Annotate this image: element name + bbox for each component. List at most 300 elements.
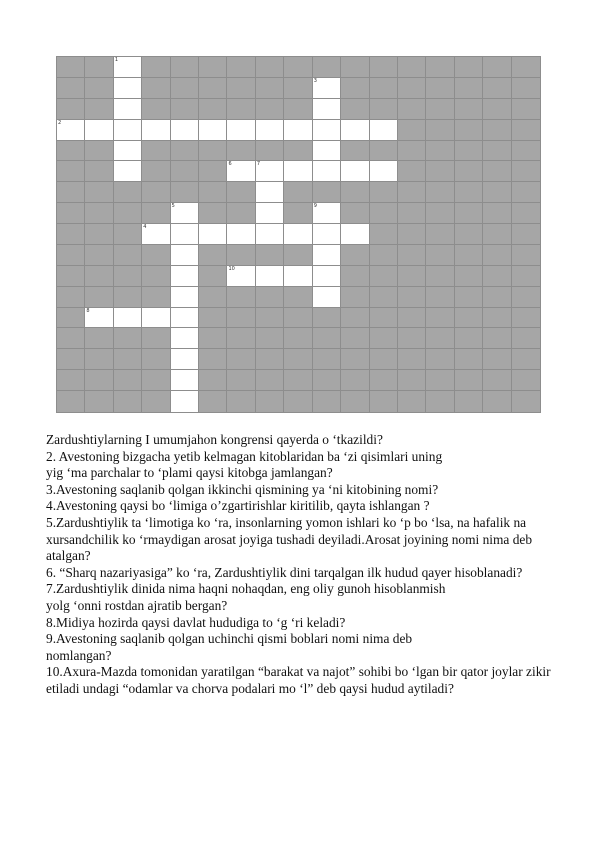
blocked-cell [199,182,227,203]
answer-cell[interactable] [341,161,369,182]
blocked-cell [398,308,426,329]
blocked-cell [284,245,312,266]
answer-cell[interactable] [199,120,227,141]
answer-cell[interactable] [256,266,284,287]
answer-cell[interactable] [284,224,312,245]
blocked-cell [512,78,540,99]
blocked-cell [483,141,511,162]
blocked-cell [512,57,540,78]
blocked-cell [455,287,483,308]
blocked-cell [256,328,284,349]
blocked-cell [455,266,483,287]
blocked-cell [57,349,85,370]
blocked-cell [370,224,398,245]
blocked-cell [370,57,398,78]
blocked-cell [370,266,398,287]
blocked-cell [256,245,284,266]
blocked-cell [85,99,113,120]
blocked-cell [57,308,85,329]
questions-list [46,432,566,698]
blocked-cell [341,349,369,370]
answer-cell[interactable] [114,78,142,99]
blocked-cell [227,391,255,412]
blocked-cell [57,391,85,412]
blocked-cell [512,245,540,266]
blocked-cell [256,391,284,412]
blocked-cell [256,287,284,308]
blocked-cell [199,370,227,391]
blocked-cell [483,78,511,99]
blocked-cell [341,78,369,99]
answer-cell[interactable] [114,308,142,329]
blocked-cell [455,161,483,182]
blocked-cell [199,266,227,287]
blocked-cell [171,141,199,162]
blocked-cell [341,245,369,266]
answer-cell[interactable] [57,120,85,141]
blocked-cell [426,349,454,370]
answer-cell[interactable] [171,203,199,224]
answer-cell[interactable] [227,224,255,245]
blocked-cell [483,349,511,370]
blocked-cell [426,224,454,245]
blocked-cell [455,349,483,370]
answer-cell[interactable] [370,120,398,141]
clue-number: 7 [256,161,261,168]
question-4: 4.Avestoning qaysi bo ‘limiga o’zgartirishlar kiritilib, qayta ishlangan ? [46,498,430,514]
blocked-cell [284,391,312,412]
answer-cell[interactable] [171,245,199,266]
blocked-cell [114,287,142,308]
answer-cell[interactable] [171,370,199,391]
answer-cell[interactable] [114,99,142,120]
answer-cell[interactable] [313,141,341,162]
blocked-cell [455,141,483,162]
blocked-cell [57,266,85,287]
blocked-cell [426,391,454,412]
blocked-cell [142,370,170,391]
blocked-cell [512,182,540,203]
blocked-cell [199,78,227,99]
blocked-cell [313,182,341,203]
blocked-cell [512,161,540,182]
blocked-cell [313,370,341,391]
question-1: Zardushtiylarning I umumjahon kongrensi qayerda o ‘tkazildi? [46,432,383,447]
blocked-cell [171,57,199,78]
blocked-cell [341,328,369,349]
question-5: 5.Zardushtiylik ta ‘limotiga ko ‘ra, insonlarning yomon ishlari ko ‘p bo ‘lsa, na hafalik na xursandchilik ko ‘rmaydigan arosat joyiga tushadi deyiladi.Arosat joyining nomi nima deb atalgan? [46,514,533,564]
blocked-cell [57,224,85,245]
blocked-cell [199,245,227,266]
blocked-cell [284,99,312,120]
blocked-cell [114,224,142,245]
blocked-cell [512,120,540,141]
blocked-cell [483,120,511,141]
blocked-cell [398,224,426,245]
blocked-cell [512,308,540,329]
blocked-cell [142,203,170,224]
blocked-cell [199,203,227,224]
blocked-cell [85,266,113,287]
blocked-cell [483,182,511,203]
answer-cell[interactable] [171,349,199,370]
blocked-cell [512,224,540,245]
blocked-cell [455,308,483,329]
blocked-cell [256,141,284,162]
blocked-cell [370,391,398,412]
blocked-cell [483,328,511,349]
blocked-cell [57,287,85,308]
blocked-cell [142,141,170,162]
blocked-cell [370,182,398,203]
blocked-cell [483,308,511,329]
blocked-cell [483,99,511,120]
blocked-cell [483,57,511,78]
answer-cell[interactable] [256,120,284,141]
blocked-cell [341,391,369,412]
blocked-cell [227,328,255,349]
blocked-cell [57,328,85,349]
answer-cell[interactable] [85,308,113,329]
answer-cell[interactable] [114,57,142,78]
blocked-cell [57,203,85,224]
blocked-cell [85,141,113,162]
blocked-cell [512,99,540,120]
blocked-cell [512,349,540,370]
blocked-cell [57,182,85,203]
clue-number: 6 [228,161,232,168]
blocked-cell [142,161,170,182]
question-10: 10.Axura-Mazda tomonidan yaratilgan “barakat va najot” sohibi bo ‘lgan bir qator joylar zikir etiladi undagi “odamlar va chorva podalari mo ‘l” deb qaysi hudud aytiladi? [46,664,551,696]
blocked-cell [199,328,227,349]
blocked-cell [85,182,113,203]
blocked-cell [142,287,170,308]
question-9: 9.Avestoning saqlanib qolgan uchinchi qismi boblari nomi nima deb nomlangan? [46,631,413,663]
blocked-cell [227,182,255,203]
blocked-cell [227,287,255,308]
blocked-cell [85,161,113,182]
blocked-cell [426,370,454,391]
blocked-cell [142,57,170,78]
blocked-cell [426,120,454,141]
blocked-cell [426,266,454,287]
blocked-cell [426,78,454,99]
blocked-cell [57,78,85,99]
blocked-cell [426,57,454,78]
answer-cell[interactable] [341,224,369,245]
blocked-cell [85,287,113,308]
blocked-cell [171,99,199,120]
answer-cell[interactable] [313,245,341,266]
clue-number: 4 [143,224,147,231]
blocked-cell [341,182,369,203]
blocked-cell [114,203,142,224]
blocked-cell [398,57,426,78]
blocked-cell [398,287,426,308]
clue-number: 3 [313,77,317,84]
clue-number: 8 [86,307,90,314]
answer-cell[interactable] [256,203,284,224]
answer-cell[interactable] [313,78,341,99]
answer-cell[interactable] [313,287,341,308]
clue-number: 10 [228,265,235,272]
blocked-cell [426,141,454,162]
blocked-cell [483,161,511,182]
blocked-cell [199,308,227,329]
blocked-cell [142,245,170,266]
blocked-cell [398,182,426,203]
blocked-cell [512,328,540,349]
blocked-cell [512,203,540,224]
blocked-cell [512,141,540,162]
blocked-cell [85,391,113,412]
blocked-cell [114,370,142,391]
blocked-cell [227,57,255,78]
blocked-cell [370,308,398,329]
blocked-cell [341,308,369,329]
blocked-cell [256,78,284,99]
answer-cell[interactable] [256,161,284,182]
answer-cell[interactable] [227,161,255,182]
blocked-cell [114,328,142,349]
blocked-cell [114,266,142,287]
blocked-cell [398,161,426,182]
answer-cell[interactable] [171,120,199,141]
blocked-cell [398,370,426,391]
answer-cell[interactable] [227,120,255,141]
blocked-cell [341,141,369,162]
blocked-cell [398,141,426,162]
blocked-cell [57,99,85,120]
blocked-cell [227,349,255,370]
answer-cell[interactable] [142,224,170,245]
blocked-cell [142,266,170,287]
blocked-cell [398,99,426,120]
blocked-cell [398,78,426,99]
blocked-cell [142,328,170,349]
answer-cell[interactable] [171,391,199,412]
blocked-cell [426,203,454,224]
blocked-cell [483,266,511,287]
question-2: 2. Avestoning bizgacha yetib kelmagan kitoblaridan ba ‘zi qisimlari uning yig ‘ma parchalar to ‘plami qaysi kitobga jamlangan? [46,448,443,481]
blocked-cell [114,391,142,412]
blocked-cell [398,349,426,370]
question-3: 3.Avestoning saqlanib qolgan ikkinchi qismining ya ‘ni kitobining nomi? [46,481,439,497]
blocked-cell [455,245,483,266]
blocked-cell [341,287,369,308]
clue-number: 2 [58,119,62,126]
answer-cell[interactable] [171,266,199,287]
blocked-cell [370,203,398,224]
blocked-cell [341,266,369,287]
answer-cell[interactable] [114,161,142,182]
blocked-cell [370,99,398,120]
answer-cell[interactable] [142,120,170,141]
clue-number: 1 [114,57,118,63]
answer-cell[interactable] [114,120,142,141]
blocked-cell [85,57,113,78]
blocked-cell [114,349,142,370]
blocked-cell [483,391,511,412]
blocked-cell [199,141,227,162]
blocked-cell [426,328,454,349]
blocked-cell [483,245,511,266]
blocked-cell [398,328,426,349]
blocked-cell [227,308,255,329]
question-6: 6. “Sharq nazariyasiga” ko ‘ra, Zardushtiylik dini tarqalgan ilk hudud qayer hisoblanadi? [46,564,523,580]
blocked-cell [256,349,284,370]
blocked-cell [85,78,113,99]
answer-cell[interactable] [227,266,255,287]
blocked-cell [455,391,483,412]
blocked-cell [256,308,284,329]
blocked-cell [284,78,312,99]
blocked-cell [455,224,483,245]
question-8: 8.Midiya hozirda qaysi davlat hududiga to ‘g ‘ri keladi? [46,614,346,630]
blocked-cell [142,391,170,412]
blocked-cell [512,370,540,391]
answer-cell[interactable] [313,120,341,141]
blocked-cell [142,78,170,99]
blocked-cell [398,245,426,266]
answer-cell[interactable] [313,99,341,120]
blocked-cell [284,141,312,162]
blocked-cell [284,287,312,308]
clue-number: 9 [313,203,317,210]
blocked-cell [256,57,284,78]
answer-cell[interactable] [313,161,341,182]
answer-cell[interactable] [284,120,312,141]
answer-cell[interactable] [171,308,199,329]
blocked-cell [455,120,483,141]
question-7: 7.Zardushtiylik dinida nima haqni nohaqdan, eng oliy gunoh hisoblanmish yolg ‘onni rostdan ajratib bergan? [46,581,446,613]
blocked-cell [85,203,113,224]
blocked-cell [284,57,312,78]
blocked-cell [426,99,454,120]
blocked-cell [114,245,142,266]
blocked-cell [227,245,255,266]
answer-cell[interactable] [284,266,312,287]
blocked-cell [341,57,369,78]
blocked-cell [341,203,369,224]
blocked-cell [284,182,312,203]
blocked-cell [512,266,540,287]
answer-cell[interactable] [284,161,312,182]
blocked-cell [341,99,369,120]
blocked-cell [57,161,85,182]
blocked-cell [57,57,85,78]
clue-number: 5 [171,203,175,210]
answer-cell[interactable] [171,328,199,349]
blocked-cell [512,391,540,412]
answer-cell[interactable] [199,224,227,245]
blocked-cell [199,391,227,412]
blocked-cell [227,141,255,162]
answer-cell[interactable] [313,203,341,224]
blocked-cell [455,78,483,99]
blocked-cell [483,287,511,308]
answer-cell[interactable] [313,266,341,287]
answer-cell[interactable] [171,224,199,245]
blocked-cell [284,328,312,349]
answer-cell[interactable] [341,120,369,141]
blocked-cell [370,349,398,370]
blocked-cell [370,370,398,391]
blocked-cell [426,287,454,308]
answer-cell[interactable] [114,141,142,162]
blocked-cell [455,182,483,203]
blocked-cell [455,203,483,224]
answer-cell[interactable] [85,120,113,141]
answer-cell[interactable] [256,224,284,245]
blocked-cell [370,141,398,162]
blocked-cell [398,266,426,287]
blocked-cell [455,57,483,78]
blocked-cell [256,370,284,391]
blocked-cell [313,308,341,329]
answer-cell[interactable] [256,182,284,203]
blocked-cell [512,287,540,308]
blocked-cell [426,245,454,266]
blocked-cell [199,287,227,308]
blocked-cell [171,182,199,203]
answer-cell[interactable] [171,287,199,308]
blocked-cell [370,328,398,349]
blocked-cell [455,370,483,391]
blocked-cell [284,349,312,370]
blocked-cell [370,78,398,99]
blocked-cell [370,245,398,266]
blocked-cell [142,99,170,120]
blocked-cell [313,391,341,412]
blocked-cell [85,245,113,266]
blocked-cell [142,349,170,370]
blocked-cell [284,308,312,329]
answer-cell[interactable] [370,161,398,182]
blocked-cell [483,224,511,245]
blocked-cell [199,161,227,182]
blocked-cell [57,370,85,391]
answer-cell[interactable] [313,224,341,245]
blocked-cell [398,391,426,412]
answer-cell[interactable] [142,308,170,329]
blocked-cell [85,370,113,391]
blocked-cell [227,78,255,99]
blocked-cell [483,203,511,224]
blocked-cell [370,287,398,308]
blocked-cell [426,308,454,329]
blocked-cell [398,120,426,141]
blocked-cell [455,328,483,349]
crossword-grid [56,56,541,413]
blocked-cell [57,141,85,162]
blocked-cell [426,182,454,203]
blocked-cell [256,99,284,120]
blocked-cell [227,99,255,120]
blocked-cell [313,349,341,370]
blocked-cell [171,78,199,99]
blocked-cell [313,57,341,78]
blocked-cell [341,370,369,391]
blocked-cell [171,161,199,182]
blocked-cell [85,224,113,245]
blocked-cell [455,99,483,120]
blocked-cell [227,370,255,391]
blocked-cell [57,245,85,266]
blocked-cell [85,328,113,349]
blocked-cell [483,370,511,391]
blocked-cell [313,328,341,349]
